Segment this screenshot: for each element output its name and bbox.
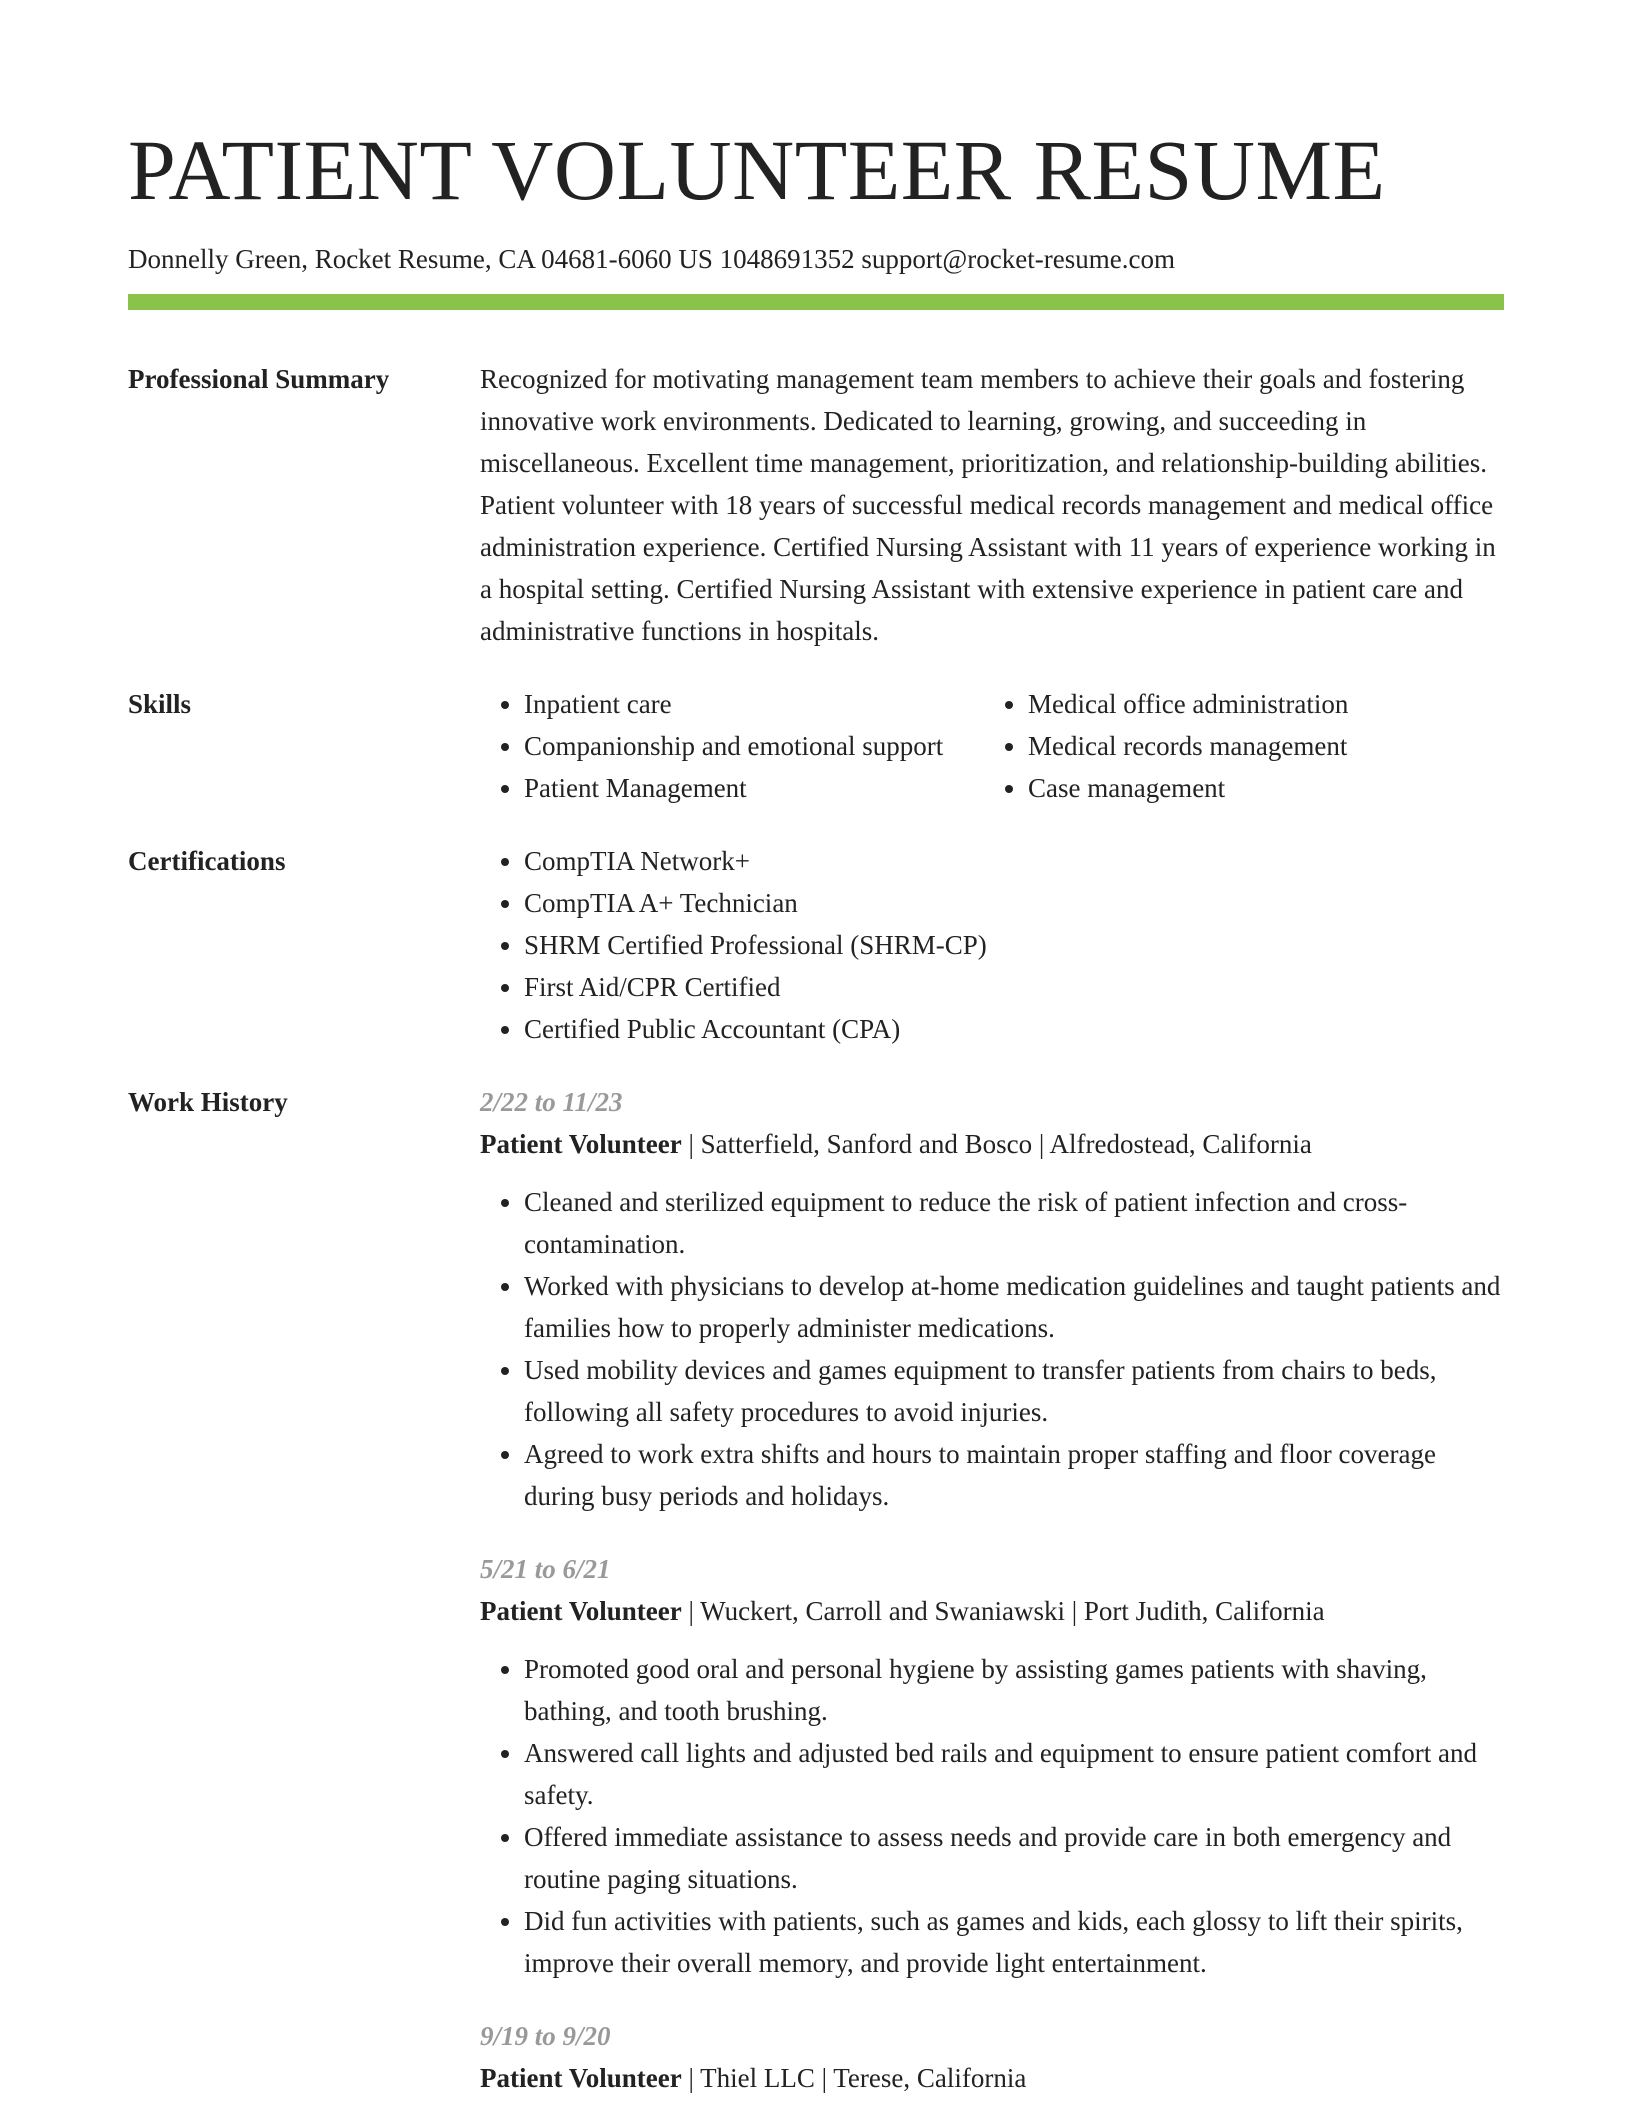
skill-item: • Case management — [1028, 767, 1348, 809]
work-history-list — [480, 1081, 1504, 2099]
job-entry — [480, 1548, 1504, 1984]
certification-item: • First Aid/CPR Certified — [524, 966, 1504, 1008]
job-heading — [480, 2057, 1504, 2099]
job-title: Patient Volunteer — [480, 2063, 682, 2093]
job-dates: 2/22 to 11/23 — [480, 1087, 623, 1117]
job-bullet: • Worked with physicians to develop at-home medication guidelines and taught patients and families how to properly administer medications. — [524, 1265, 1504, 1349]
job-bullet: • Answered call lights and adjusted bed rails and equipment to ensure patient comfort and safety. — [524, 1732, 1504, 1816]
job-title: Patient Volunteer — [480, 1596, 682, 1626]
job-dates: 5/21 to 6/21 — [480, 1554, 611, 1584]
job-bullet: • Did fun activities with patients, such as games and kids, each glossy to lift their spirits, improve their overall memory, and provide light entertainment. — [524, 1900, 1504, 1984]
job-dates: 9/19 to 9/20 — [480, 2021, 611, 2051]
job-employer: | Wuckert, Carroll and Swaniawski | Port Judith, California — [681, 1596, 1325, 1626]
certification-item: • CompTIA Network+ — [524, 840, 1504, 882]
job-heading — [480, 1123, 1504, 1165]
skills-column-1 — [480, 683, 984, 809]
job-bullet: • Cleaned and sterilized equipment to reduce the risk of patient infection and cross-contamination. — [524, 1181, 1504, 1265]
skill-item: • Inpatient care — [524, 683, 984, 725]
header-divider — [128, 294, 1504, 310]
skills-column-2 — [984, 683, 1348, 809]
resume-page — [128, 120, 1504, 2099]
skill-item: • Medical records management — [1028, 725, 1348, 767]
work-history-section — [128, 1081, 1504, 2099]
job-employer: | Thiel LLC | Terese, California — [681, 2063, 1027, 2093]
skills-label: Skills — [128, 689, 192, 719]
certification-item: • Certified Public Accountant (CPA) — [524, 1008, 1504, 1050]
certifications-section — [128, 840, 1504, 1050]
job-bullet: • Agreed to work extra shifts and hours to maintain proper staffing and floor coverage during busy periods and holidays. — [524, 1433, 1504, 1517]
resume-title: PATIENT VOLUNTEER RESUME — [128, 122, 1386, 218]
job-bullets — [480, 1181, 1504, 1517]
job-heading — [480, 1590, 1504, 1632]
skills-list — [480, 683, 1504, 809]
certification-item: • CompTIA A+ Technician — [524, 882, 1504, 924]
summary-section — [128, 358, 1504, 652]
job-bullet: • Promoted good oral and personal hygiene by assisting games patients with shaving, bathing, and tooth brushing. — [524, 1648, 1504, 1732]
summary-text: Recognized for motivating management team members to achieve their goals and fostering innovative work environments. Dedicated to learning, growing, and succeeding in miscellaneous. Excellent time management, prioritization, and relationship-building abilities. Patient volunteer with 18 years of successful medical records management and medical office administration experience. Certified Nursing Assistant with 11 years of experience working in a hospital setting. Certified Nursing Assistant with extensive experience in patient care and administrative functions in hospitals. — [480, 364, 1496, 646]
job-entry — [480, 1081, 1504, 1517]
certification-item: • SHRM Certified Professional (SHRM-CP) — [524, 924, 1504, 966]
skills-section — [128, 683, 1504, 809]
certifications-list — [480, 840, 1504, 1050]
job-bullet: • Offered immediate assistance to assess needs and provide care in both emergency and routine paging situations. — [524, 1816, 1504, 1900]
job-entry — [480, 2015, 1504, 2099]
skill-item: • Medical office administration — [1028, 683, 1348, 725]
contact-line: Donnelly Green, Rocket Resume, CA 04681-6060 US 1048691352 support@rocket-resume.com — [128, 244, 1175, 274]
certifications-label: Certifications — [128, 846, 286, 876]
job-bullet: • Used mobility devices and games equipment to transfer patients from chairs to beds, following all safety procedures to avoid injuries. — [524, 1349, 1504, 1433]
work-history-label: Work History — [128, 1087, 288, 1117]
summary-label: Professional Summary — [128, 364, 390, 394]
job-title: Patient Volunteer — [480, 1129, 682, 1159]
skill-item: • Patient Management — [524, 767, 984, 809]
skill-item: • Companionship and emotional support — [524, 725, 984, 767]
job-bullets — [480, 1648, 1504, 1984]
job-employer: | Satterfield, Sanford and Bosco | Alfredostead, California — [681, 1129, 1312, 1159]
